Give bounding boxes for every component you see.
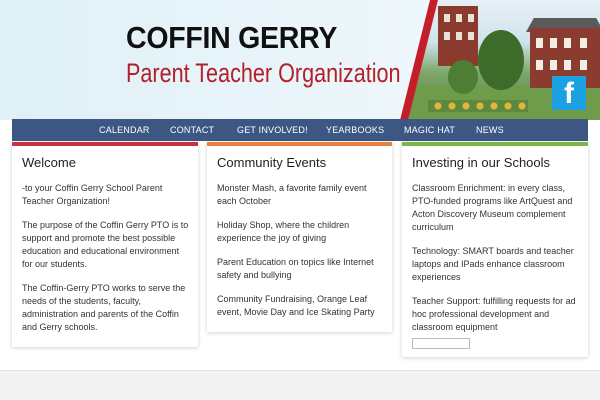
events-body: [217, 182, 384, 330]
tree-graphic: [478, 30, 524, 90]
nav-news[interactable]: NEWS: [476, 125, 504, 135]
welcome-paragraph: -to your Coffin Gerry School Parent Teacher Organization!: [22, 183, 163, 206]
events-accent-bar: [207, 142, 392, 146]
nav-yearbooks[interactable]: YEARBOOKS: [326, 125, 385, 135]
welcome-paragraph: The Coffin-Gerry PTO works to serve the needs of the students, faculty, administration and parents of the Coffin and Gerry schools.: [22, 283, 186, 332]
events-title: Community Events: [217, 155, 327, 170]
school-building-left: [438, 6, 478, 66]
site-title[interactable]: COFFIN GERRY: [126, 20, 338, 55]
nav-contact[interactable]: CONTACT: [170, 125, 215, 135]
event-item: Community Fundraising, Orange Leaf event, Movie Day and Ice Skating Party: [217, 294, 375, 317]
page-footer-strip: [0, 370, 600, 400]
welcome-panel: [12, 142, 198, 347]
main-nav: [12, 119, 588, 141]
community-events-panel: [207, 142, 392, 332]
event-item: Holiday Shop, where the children experience the joy of giving: [217, 220, 350, 243]
investing-item: Classroom Enrichment: in every class, PTO-funded programs like ArtQuest and Acton Discovery Museum complement curriculum: [412, 183, 573, 232]
nav-calendar[interactable]: CALENDAR: [99, 125, 150, 135]
event-item: Monster Mash, a favorite family event each October: [217, 183, 367, 206]
investing-item: Technology: SMART boards and teacher laptops and IPads enhance classroom experiences: [412, 246, 574, 282]
welcome-title: Welcome: [22, 155, 76, 170]
investing-accent-bar: [402, 142, 588, 146]
welcome-paragraph: The purpose of the Coffin Gerry PTO is to support and promote the best possible education and educational environment for our students.: [22, 220, 189, 269]
nav-get-involved[interactable]: GET INVOLVED!: [237, 125, 308, 135]
investing-title: Investing in our Schools: [412, 155, 551, 170]
welcome-accent-bar: [12, 142, 198, 146]
investing-panel: [402, 142, 588, 357]
investing-input-box[interactable]: [412, 338, 470, 349]
event-item: Parent Education on topics like Internet safety and bullying: [217, 257, 374, 280]
tree-graphic: [448, 60, 478, 94]
investing-body: [412, 182, 580, 345]
welcome-body: [22, 182, 190, 345]
site-subtitle: Parent Teacher Organization: [126, 58, 401, 88]
site-header: [0, 0, 600, 120]
investing-item: Teacher Support: fulfilling requests for ad hoc professional development and classroom equipment: [412, 296, 576, 332]
facebook-icon[interactable]: f: [552, 76, 586, 110]
nav-magic-hat[interactable]: MAGIC HAT: [404, 125, 456, 135]
flower-bed-graphic: [428, 100, 528, 112]
